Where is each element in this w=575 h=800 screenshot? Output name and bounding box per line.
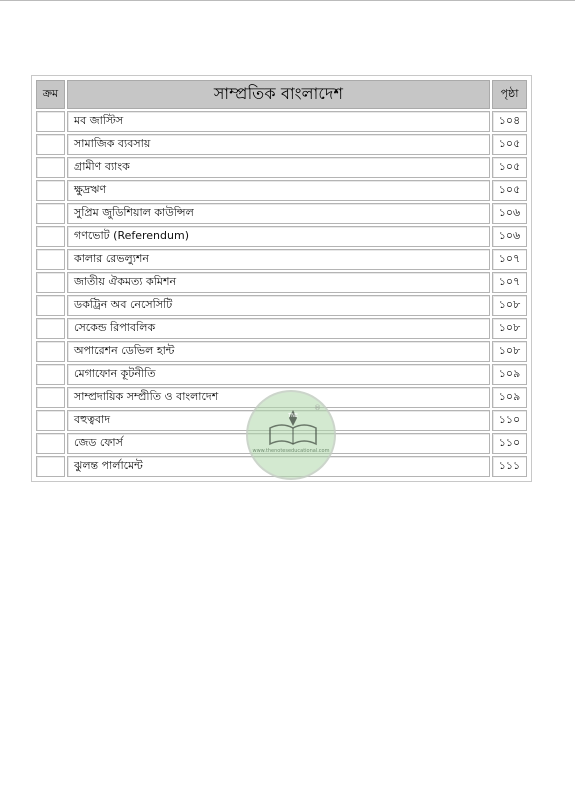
- row-topic: জেড ফোর্স: [67, 433, 490, 454]
- row-index: [36, 203, 65, 224]
- row-page-number: ১০৯: [492, 387, 527, 408]
- row-page-number: ১০৭: [492, 272, 527, 293]
- table-row: [36, 272, 527, 293]
- table-row: [36, 157, 527, 178]
- row-index: [36, 134, 65, 155]
- row-index: [36, 295, 65, 316]
- row-page-number: ১০৬: [492, 226, 527, 247]
- svg-text:TNE: TNE: [288, 413, 298, 419]
- watermark-site-text: www.thenoteseducational.com: [252, 448, 330, 454]
- row-topic: সামাজিক ব্যবসায়: [67, 134, 490, 155]
- row-topic: সাম্প্রদায়িক সম্প্রীতি ও বাংলাদেশ: [67, 387, 490, 408]
- row-topic: গণভোট (Referendum): [67, 226, 490, 247]
- row-page-number: ১০৪: [492, 111, 527, 132]
- row-page-number: ১০৮: [492, 295, 527, 316]
- row-index: [36, 272, 65, 293]
- row-topic: কালার রেভল্যুশন: [67, 249, 490, 270]
- table-row: [36, 318, 527, 339]
- row-topic: ডকট্রিন অব নেসেসিটি: [67, 295, 490, 316]
- row-index: [36, 111, 65, 132]
- row-page-number: ১০৫: [492, 157, 527, 178]
- table-row: [36, 341, 527, 362]
- row-index: [36, 341, 65, 362]
- row-page-number: ১১০: [492, 433, 527, 454]
- row-topic: সেকেন্ড রিপাবলিক: [67, 318, 490, 339]
- row-page-number: ১০৭: [492, 249, 527, 270]
- table-row: [36, 249, 527, 270]
- row-topic: অপারেশন ডেভিল হান্ট: [67, 341, 490, 362]
- row-page-number: ১০৯: [492, 364, 527, 385]
- row-topic: বহুত্ববাদ: [67, 410, 490, 431]
- row-topic: ক্ষুদ্রঋণ: [67, 180, 490, 201]
- row-page-number: ১০৬: [492, 203, 527, 224]
- row-index: [36, 433, 65, 454]
- row-index: [36, 364, 65, 385]
- header-page: পৃষ্ঠা: [492, 80, 527, 109]
- row-index: [36, 410, 65, 431]
- row-index: [36, 387, 65, 408]
- registered-mark: ®: [314, 404, 321, 412]
- row-index: [36, 226, 65, 247]
- row-page-number: ১০৮: [492, 318, 527, 339]
- row-page-number: ১১১: [492, 456, 527, 477]
- watermark-logo: [246, 390, 336, 480]
- row-index: [36, 157, 65, 178]
- row-topic: মব জাস্টিস: [67, 111, 490, 132]
- open-book-pen-icon: [266, 406, 320, 448]
- row-topic: গ্রামীণ ব্যাংক: [67, 157, 490, 178]
- header-index: ক্রম: [36, 80, 65, 109]
- row-topic: জাতীয় ঐকমত্য কমিশন: [67, 272, 490, 293]
- row-page-number: ১০৫: [492, 180, 527, 201]
- table-row: [36, 203, 527, 224]
- row-page-number: ১০৮: [492, 341, 527, 362]
- table-row: [36, 226, 527, 247]
- toc-header-row: [36, 80, 527, 109]
- row-index: [36, 318, 65, 339]
- row-topic: সুপ্রিম জুডিশিয়াল কাউন্সিল: [67, 203, 490, 224]
- row-page-number: ১১০: [492, 410, 527, 431]
- row-index: [36, 180, 65, 201]
- header-title: সাম্প্রতিক বাংলাদেশ: [67, 80, 490, 109]
- table-row: [36, 295, 527, 316]
- table-row: [36, 180, 527, 201]
- row-page-number: ১০৫: [492, 134, 527, 155]
- row-index: [36, 456, 65, 477]
- row-index: [36, 249, 65, 270]
- row-topic: ঝুলন্ত পার্লামেন্ট: [67, 456, 490, 477]
- top-divider: [0, 0, 575, 1]
- table-row: [36, 364, 527, 385]
- table-row: [36, 111, 527, 132]
- row-topic: মেগাফোন কূটনীতি: [67, 364, 490, 385]
- table-row: [36, 134, 527, 155]
